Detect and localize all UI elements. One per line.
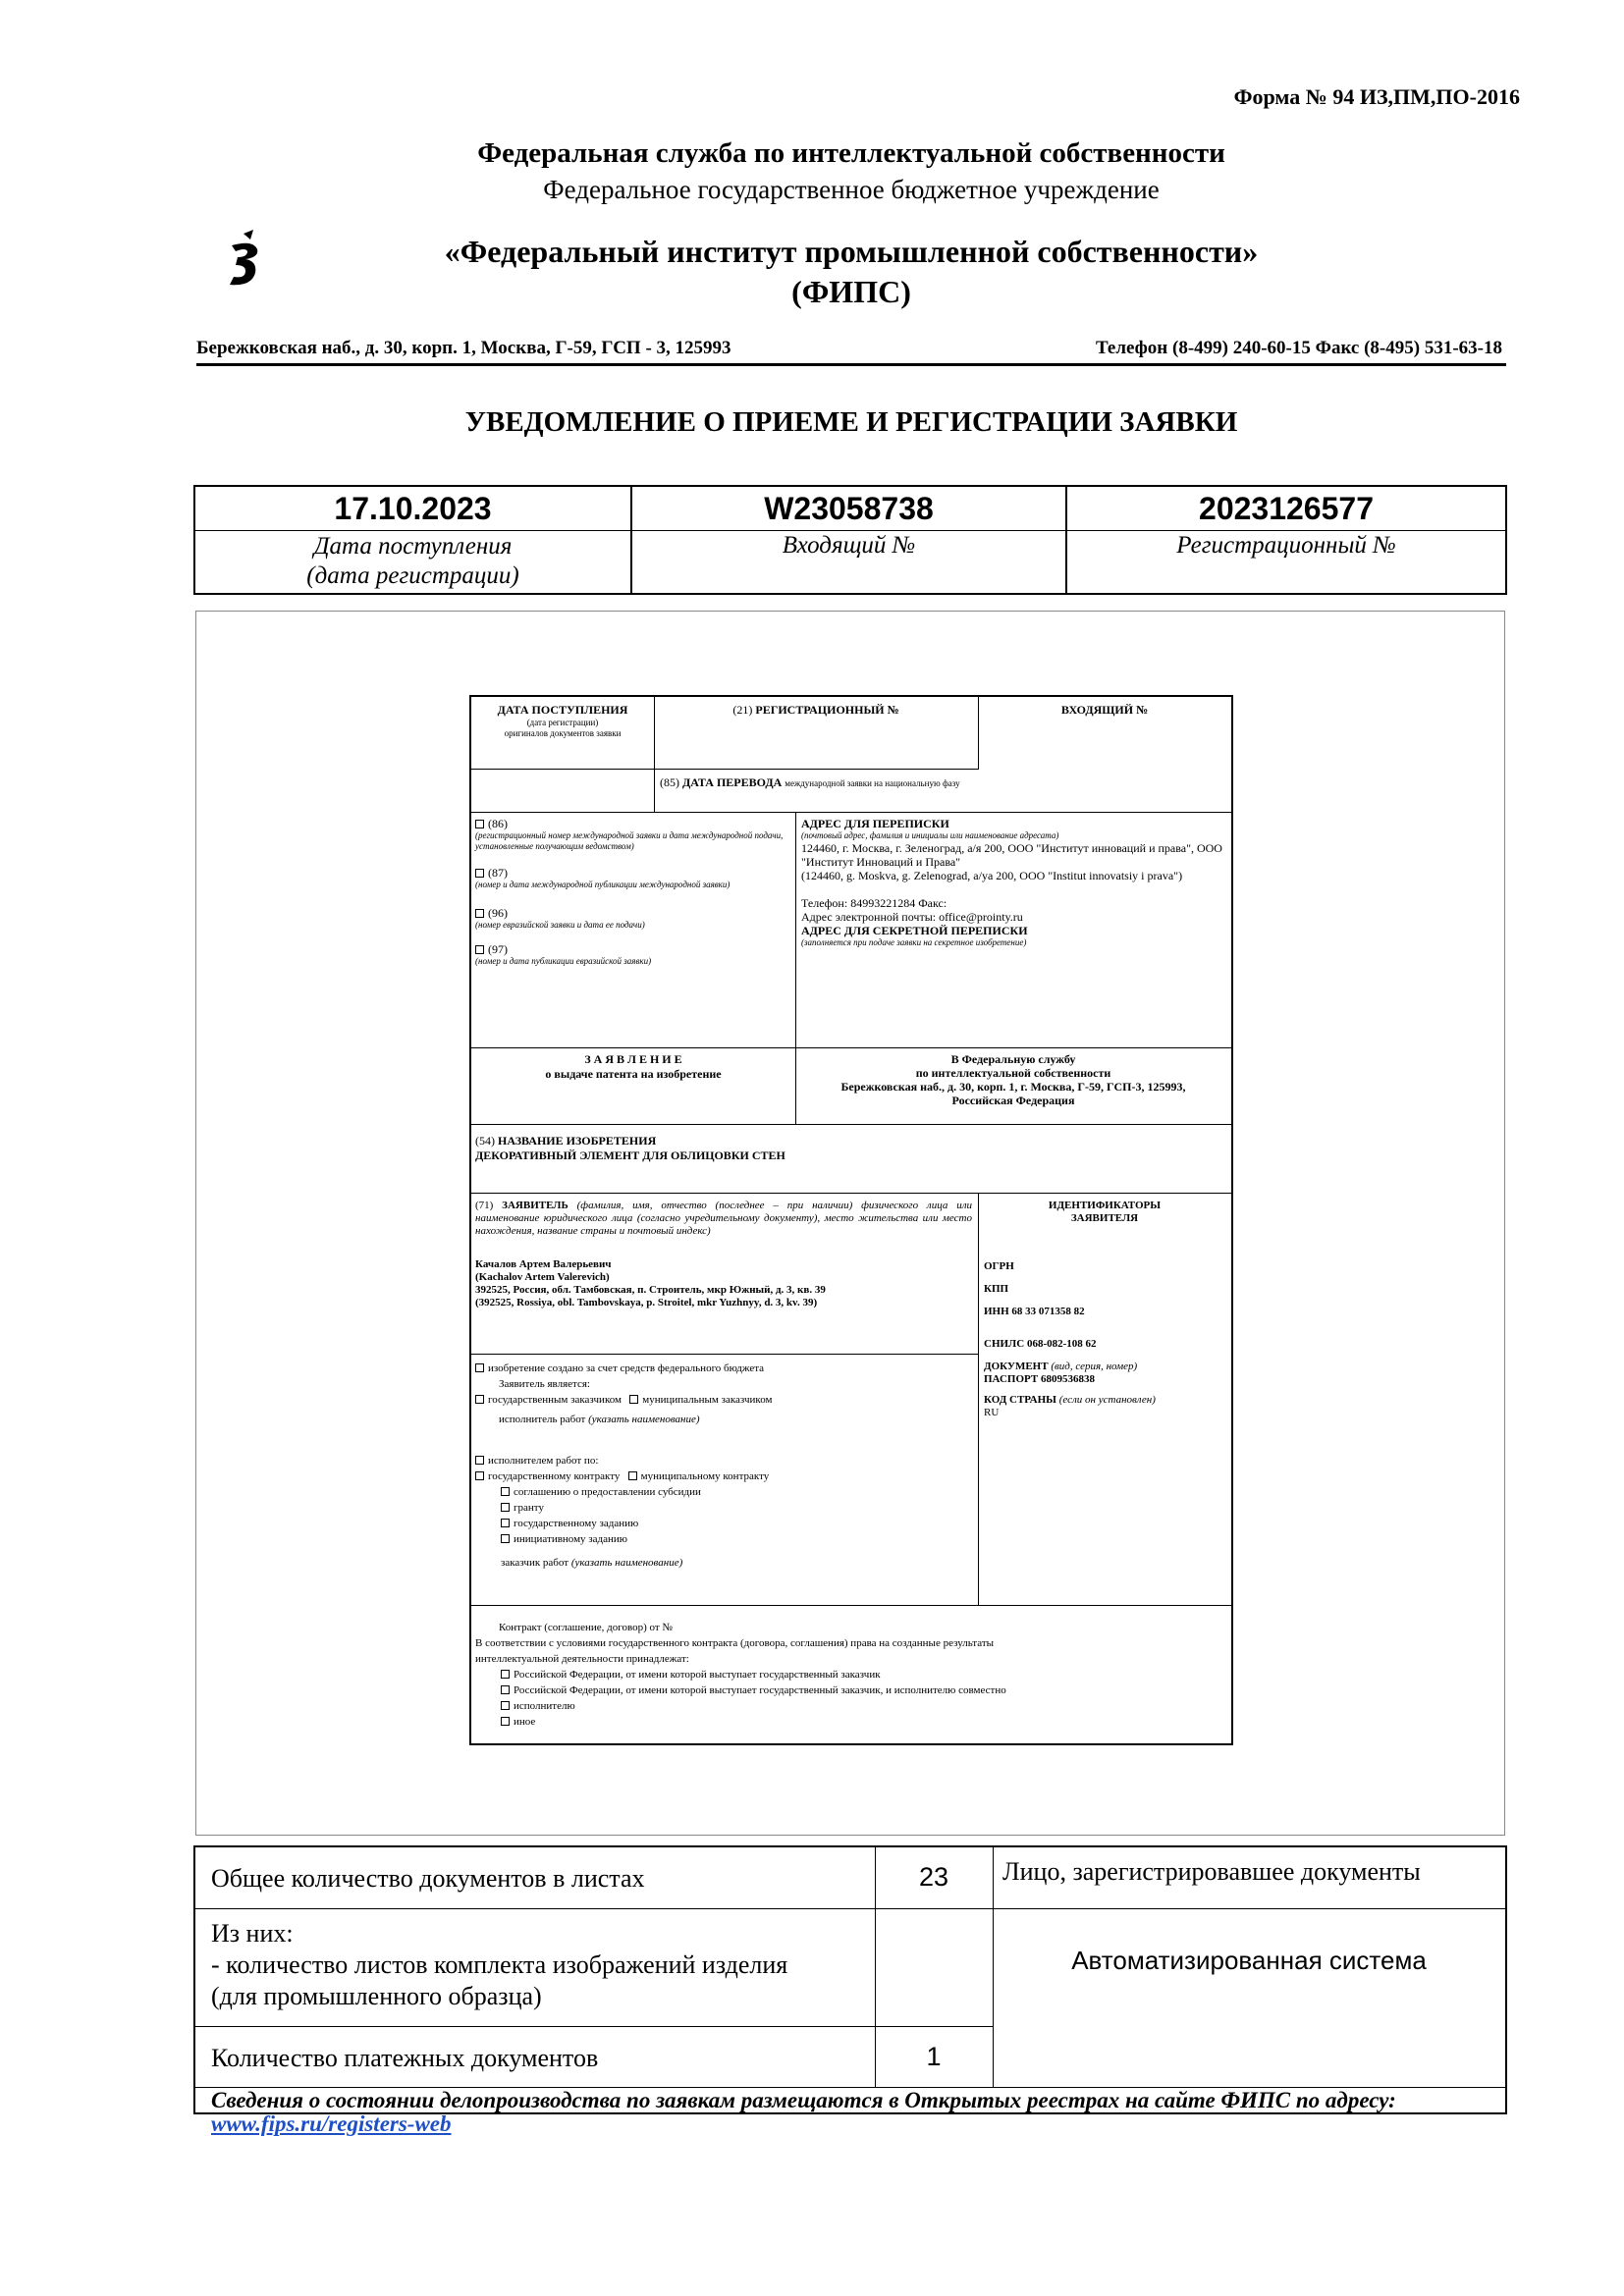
ids-title2: ЗАЯВИТЕЛЯ [1070, 1212, 1139, 1224]
registration-table [193, 485, 1507, 595]
rf-joint: Российской Федерации, от имени которой выступает государственный заказчик, и исполнителю совместно [514, 1684, 1006, 1696]
rights-line2: интеллектуальной деятельности принадлежат: [475, 1653, 689, 1665]
ogrn-label: ОГРН [984, 1260, 1014, 1272]
applicant-addr-lat: (392525, Rossiya, obl. Tambovskaya, p. Stroitel, mkr Yuzhnyy, d. 3, kv. 39) [475, 1297, 818, 1308]
incoming-value: W23058738 [764, 491, 934, 526]
registrar-label: Лицо, зарегистрировавшее документы [1002, 1857, 1421, 1886]
other: иное [514, 1716, 536, 1728]
checkbox-state-contract[interactable] [475, 1471, 484, 1480]
notice-title: УВЕДОМЛЕНИЕ О ПРИЕМЕ И РЕГИСТРАЦИИ ЗАЯВКИ [464, 406, 1238, 438]
secret-sub: (заполняется при подаче заявки на секретное изобретение) [801, 937, 1027, 947]
institute-phone: Телефон (8-499) 240-60-15 Факс (8-495) 531-63-18 [1095, 338, 1502, 358]
state-contract: государственному контракту [488, 1470, 621, 1482]
country-value: RU [984, 1407, 1000, 1418]
corr-line2: (124460, g. Moskva, g. Zelenograd, a/ya 200, ООО "Institut innovatsiy i prava") [801, 869, 1183, 882]
form-incoming-label: ВХОДЯЩИЙ № [1060, 703, 1149, 717]
reg-no-code: (21) [732, 703, 753, 717]
applicant-label: ЗАЯВИТЕЛЬ [502, 1200, 568, 1211]
subsidy: соглашению о предоставлении субсидии [514, 1486, 701, 1498]
field96-desc: (номер евразийской заявки и дата ее подачи) [475, 920, 645, 930]
contractor-hint: (указать наименование) [588, 1414, 700, 1425]
checkbox-municipal-customer[interactable] [629, 1395, 638, 1404]
reg-value: 2023126577 [1199, 491, 1374, 526]
total-label: Общее количество документов в листах [211, 1864, 645, 1893]
applicant-addr: 392525, Россия, обл. Тамбовская, п. Строитель, мкр Южный, д. 3, кв. 39 [475, 1284, 826, 1296]
fed-line1: В Федеральную службу [950, 1052, 1076, 1066]
corr-line1: 124460, г. Москва, г. Зеленоград, а/я 200, ООО "Институт инноваций и права", ООО "Институт Инноваций и Права" [801, 841, 1222, 869]
checkbox-municipal-contract[interactable] [628, 1471, 637, 1480]
summary-table [193, 1845, 1507, 2136]
contractor: исполнитель работ [499, 1414, 586, 1425]
inn-value: ИНН 68 33 071358 82 [984, 1306, 1085, 1317]
country-label: КОД СТРАНЫ [984, 1394, 1056, 1406]
date-label-line2: (дата регистрации) [306, 562, 519, 589]
checkbox-other[interactable] [501, 1717, 510, 1726]
checkbox-86[interactable] [475, 820, 484, 828]
checkbox-state-task[interactable] [501, 1519, 510, 1527]
field86-desc: (регистрационный номер международной заявки и дата международной подачи, установленные получающим ведомством) [475, 830, 784, 851]
registrar-value: Автоматизированная система [1071, 1946, 1427, 1975]
municipal-customer: муниципальным заказчиком [642, 1394, 773, 1406]
org-subtitle: Федеральное государственное бюджетное учреждение [543, 175, 1160, 204]
applicant-name: Качалов Артем Валерьевич [475, 1258, 612, 1270]
kpp-label: КПП [984, 1283, 1009, 1295]
grant: гранту [514, 1502, 544, 1514]
reg-label: Регистрационный № [1176, 532, 1396, 559]
of-which: Из них: [211, 1919, 294, 1948]
header-divider [196, 363, 1506, 366]
corr-sub: (почтовый адрес, фамилия и инициалы или наименование адресата) [801, 830, 1059, 840]
checkbox-rf-customer[interactable] [501, 1670, 510, 1679]
checkbox-subsidy[interactable] [501, 1487, 510, 1496]
info-text: Сведения о состоянии делопроизводства по заявкам размещаются в Открытых реестрах на сайте ФИПС по адресу: [211, 2088, 1396, 2112]
field87-desc: (номер и дата международной публикации международной заявки) [475, 880, 731, 889]
receipt-date-label: ДАТА ПОСТУПЛЕНИЯ [497, 703, 628, 717]
state-task: государственному заданию [514, 1518, 639, 1529]
form-number: Форма № 94 ИЗ,ПМ,ПО-2016 [1233, 84, 1520, 109]
corr-email: Адрес электронной почты: office@prointy.ru [801, 910, 1023, 924]
corr-title: АДРЕС ДЛЯ ПЕРЕПИСКИ [801, 817, 949, 830]
customer: заказчик работ [501, 1557, 569, 1569]
field96-code: (96) [488, 906, 508, 920]
institute-name: «Федеральный институт промышленной собственности» [444, 234, 1259, 269]
fed-line3: Бережковская наб., д. 30, корп. 1, г. Москва, Г-59, ГСП-3, 125993, [840, 1080, 1186, 1094]
initiative-task: инициативному заданию [514, 1533, 628, 1545]
passport-value: ПАСПОРТ 6809536838 [984, 1373, 1095, 1385]
municipal-contract: муниципальному контракту [640, 1470, 770, 1482]
rights-line1: В соответствии с условиями государственного контракта (договора, соглашения) права на созданные результаты [475, 1637, 995, 1649]
reg-no-label: РЕГИСТРАЦИОННЫЙ № [755, 703, 899, 717]
checkbox-rf-joint[interactable] [501, 1685, 510, 1694]
executor-of: исполнителем работ по: [488, 1455, 599, 1467]
field87-code: (87) [488, 866, 508, 880]
invention-title: ДЕКОРАТИВНЫЙ ЭЛЕМЕНТ ДЛЯ ОБЛИЦОВКИ СТЕН [475, 1148, 785, 1162]
total-value: 23 [918, 1862, 949, 1892]
checkbox-executor[interactable] [501, 1701, 510, 1710]
application-form [469, 695, 1233, 1745]
applicant-name-lat: (Kachalov Artem Valerevich) [475, 1271, 610, 1283]
country-sub: (если он установлен) [1058, 1394, 1156, 1406]
translation-sub: международной заявки на национальную фазу [785, 778, 960, 788]
image-sheets: - количество листов комплекта изображений изделия [211, 1950, 788, 1979]
applicant-is: Заявитель является: [499, 1378, 590, 1390]
field86-code: (86) [488, 817, 508, 830]
title-code: (54) [475, 1134, 495, 1148]
fed-budget: изобретение создано за счет средств федерального бюджета [488, 1362, 765, 1374]
institute-address: Бережковская наб., д. 30, корп. 1, Москва, Г-59, ГСП - 3, 125993 [196, 338, 731, 358]
snils-value: СНИЛС 068-082-108 62 [984, 1338, 1097, 1350]
rf-customer: Российской Федерации, от имени которой выступает государственный заказчик [514, 1669, 881, 1681]
doc-label: ДОКУМЕНТ [984, 1361, 1049, 1372]
payments-label: Количество платежных документов [211, 2044, 599, 2072]
statement-sub: о выдаче патента на изобретение [545, 1067, 722, 1081]
field97-code: (97) [488, 942, 508, 956]
checkbox-executor-of[interactable] [475, 1456, 484, 1465]
state-customer: государственным заказчиком [488, 1394, 622, 1406]
executor: исполнителю [514, 1700, 575, 1712]
applicant-code: (71) [475, 1200, 494, 1211]
title-label: НАЗВАНИЕ ИЗОБРЕТЕНИЯ [498, 1134, 657, 1148]
field97-desc: (номер и дата публикации евразийской заявки) [475, 956, 652, 966]
fips-registers-link[interactable]: www.fips.ru/registers-web [211, 2111, 452, 2136]
checkbox-87[interactable] [475, 869, 484, 878]
receipt-date-sub1: (дата регистрации) [526, 718, 599, 727]
checkbox-fed-budget[interactable] [475, 1363, 484, 1372]
payments-value: 1 [926, 2042, 942, 2071]
date-label-line1: Дата поступления [313, 533, 513, 560]
institute-abbr: (ФИПС) [791, 274, 911, 309]
date-label [195, 532, 630, 591]
statement-title: З А Я В Л Е Н И Е [584, 1052, 682, 1066]
customer-hint: (указать наименование) [570, 1557, 683, 1569]
receipt-date-sub2: оригиналов документов заявки [504, 728, 622, 738]
checkbox-grant[interactable] [501, 1503, 510, 1512]
incoming-label: Входящий № [782, 532, 916, 559]
date-value: 17.10.2023 [334, 491, 492, 526]
fed-line4: Российская Федерация [951, 1094, 1075, 1107]
contract-line: Контракт (соглашение, договор) от № [499, 1622, 673, 1633]
checkbox-97[interactable] [475, 945, 484, 954]
checkbox-initiative-task[interactable] [501, 1534, 510, 1543]
corr-phone: Телефон: 84993221284 Факс: [801, 896, 947, 910]
doc-sub: (вид, серия, номер) [1051, 1361, 1138, 1372]
applicant-desc: (фамилия, имя, отчество (последнее – при наличии) физического лица или наименование юридического лица (согласно учредительному документу), место жительства или место нахождения, название страны и почтовый индекс) [475, 1200, 972, 1237]
ids-title1: ИДЕНТИФИКАТОРЫ [1048, 1200, 1162, 1211]
fed-line2: по интеллектуальной собственности [915, 1066, 1111, 1080]
checkbox-state-customer[interactable] [475, 1395, 484, 1404]
translation-label: ДАТА ПЕРЕВОДА [682, 775, 783, 789]
secret-title: АДРЕС ДЛЯ СЕКРЕТНОЙ ПЕРЕПИСКИ [801, 924, 1028, 937]
industrial-design: (для промышленного образца) [211, 1982, 542, 2010]
org-name: Федеральная служба по интеллектуальной собственности [477, 137, 1225, 169]
translation-code: (85) [660, 775, 679, 789]
checkbox-96[interactable] [475, 909, 484, 918]
